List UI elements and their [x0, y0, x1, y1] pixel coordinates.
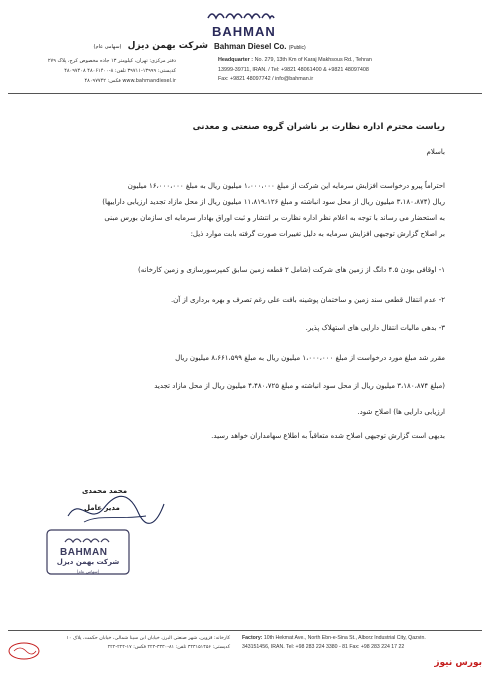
public-label-fa: (سهامی عام)	[93, 44, 122, 50]
paragraph-line: ریال (۳،۱۸۰،۸۷۴ میلیون ریال از محل سود انباشته و مبلغ ۱۱،۸۱۹،۱۲۶ میلیون ریال از محل مازاد تجدید ارزیابی داراییها)	[102, 198, 445, 206]
signatory-title: مدیر عامل	[84, 504, 120, 512]
list-item: ۳- بدهی مالیات انتقال دارایی های استهلاک پذیر.	[305, 324, 445, 332]
closing-line: بدیهی است گزارش توجیهی اصلاح شده متعاقباً به اطلاع سهامداران خواهد رسید.	[211, 432, 445, 440]
factory-en-label: Factory:	[242, 635, 263, 641]
list-item: ۲- عدم انتقال قطعی سند زمین و ساختمان پوشینه بافت علی رغم تصرف و بهره برداری از آن.	[170, 296, 445, 304]
public-label-en: (Public)	[288, 45, 306, 51]
headquarter-address-fa	[6, 56, 176, 86]
source-watermark: بورس نیوز	[434, 658, 482, 668]
factory-address-fa	[30, 634, 230, 652]
factory-fa-line: کدپستی: ۳۴۳۱۵۱۴۵۶ تلفن: ۸۱-۳۳۳۰-۲۲۴ فکس: ۱۷-۲۲۴-۲۲۲	[107, 645, 230, 650]
hq-en-line	[218, 56, 483, 66]
conclusion-line: (مبلغ ۳،۱۸۰،۸۷۴ میلیون ریال از محل سود انباشته و مبلغ ۴،۴۸۰،۷۲۵ میلیون ریال از محل مازاد تجدید	[154, 382, 445, 390]
factory-en-line: 343151456, IRAN. Tel: +98 283 224 3380 - 81 Fax: +98 283 224 17 22	[242, 644, 405, 650]
brand-wordmark: BAHMAN	[212, 24, 276, 39]
headquarter-address-en	[218, 56, 483, 85]
footer-divider	[8, 630, 482, 631]
conclusion-line: مقرر شد مبلغ مورد درخواست از مبلغ ۱،۰۰۰،۰۰۰ میلیون ریال به مبلغ ۸،۶۶۱،۵۹۹ میلیون ریال	[175, 354, 445, 362]
hq-en-label: Headquarter :	[218, 57, 254, 63]
stamp-subtitle: (سهامی عام)	[76, 569, 100, 574]
header-divider	[8, 93, 482, 94]
hq-en-line-text: No. 279, 13th Km of Karaj Makhsous Rd., Tehran	[254, 57, 372, 63]
stamp-company-name: شرکت بهمن دیزل	[56, 558, 120, 566]
paragraph-line: احتراماً پیرو درخواست افزایش سرمایه این شرکت از مبلغ ۱،۰۰۰،۰۰۰ میلیون ریال به مبلغ ۱۶،۰۰۰،۰۰۰ میلیون	[127, 182, 445, 190]
paragraph-line: به استحضار می رساند با توجه به اعلام نظر اداره نظارت بر انتشار و ثبت اوراق بهادار سرمایه ای سازمان بورس مبنی	[104, 214, 445, 222]
bahman-logo-icon	[206, 8, 276, 22]
hq-fa-line: کدپستی: ۱۳۹۹۹-۳۹۷۱۱ تلفن: ۸-۴۸۰۶۱۴۰۰ ۴۸۰۹۷۴۰۸	[64, 68, 176, 74]
hq-en-line: Fax: +9821 48097742 / info@bahman.ir	[218, 76, 314, 82]
salutation: باسلام	[426, 148, 445, 156]
list-item: ۱- اوقافی بودن ۴.۵ دانگ از زمین های شرکت (شامل ۲ قطعه زمین سابق کمپرسورسازی و زمین کارخانه)	[138, 266, 445, 274]
signatory-name: محمد محمدی	[82, 487, 128, 495]
factory-en-line	[242, 634, 482, 643]
stamp-brand: BAHMAN	[60, 547, 108, 558]
hq-fa-line: www.bahmandiesel.ir فکس: ۴۸۰۹۷۷۴۲	[84, 78, 176, 84]
paragraph-line: بر اصلاح گزارش توجیهی افزایش سرمایه به دلیل تغییرات صورت گرفته بابت موارد ذیل:	[190, 230, 445, 238]
factory-fa-line: کارخانه: قزوین، شهر صنعتی البرز، خیابان ابن سینا شمالی، خیابان حکمت، پلاک ۱۰	[66, 636, 230, 641]
conclusion-line: ارزیابی دارایی ها) اصلاح شود.	[357, 408, 445, 416]
company-name-en	[214, 42, 306, 51]
company-name-fa	[78, 41, 208, 51]
factory-address-en	[242, 634, 482, 652]
hq-fa-line: دفتر مرکزی: تهران، کیلومتر ۱۳ جاده مخصوص کرج، پلاک ۲۷۹	[47, 58, 176, 64]
letter-subject: ریاست محترم اداره نظارت بر ناشران گروه صنعتی و معدنی	[192, 122, 445, 132]
company-name-en-text: Bahman Diesel Co.	[214, 42, 287, 51]
factory-en-line-text: 10th Hekmat Ave., North Ebn-e-Sina St., Alborz Industrial City, Qazvin.	[263, 635, 426, 641]
company-name-fa-text: شرکت بهمن دیزل	[127, 41, 208, 51]
hq-en-line: 13999-39711, IRAN. / Tel: +9821 48061400 & +9821 48097408	[218, 66, 369, 73]
